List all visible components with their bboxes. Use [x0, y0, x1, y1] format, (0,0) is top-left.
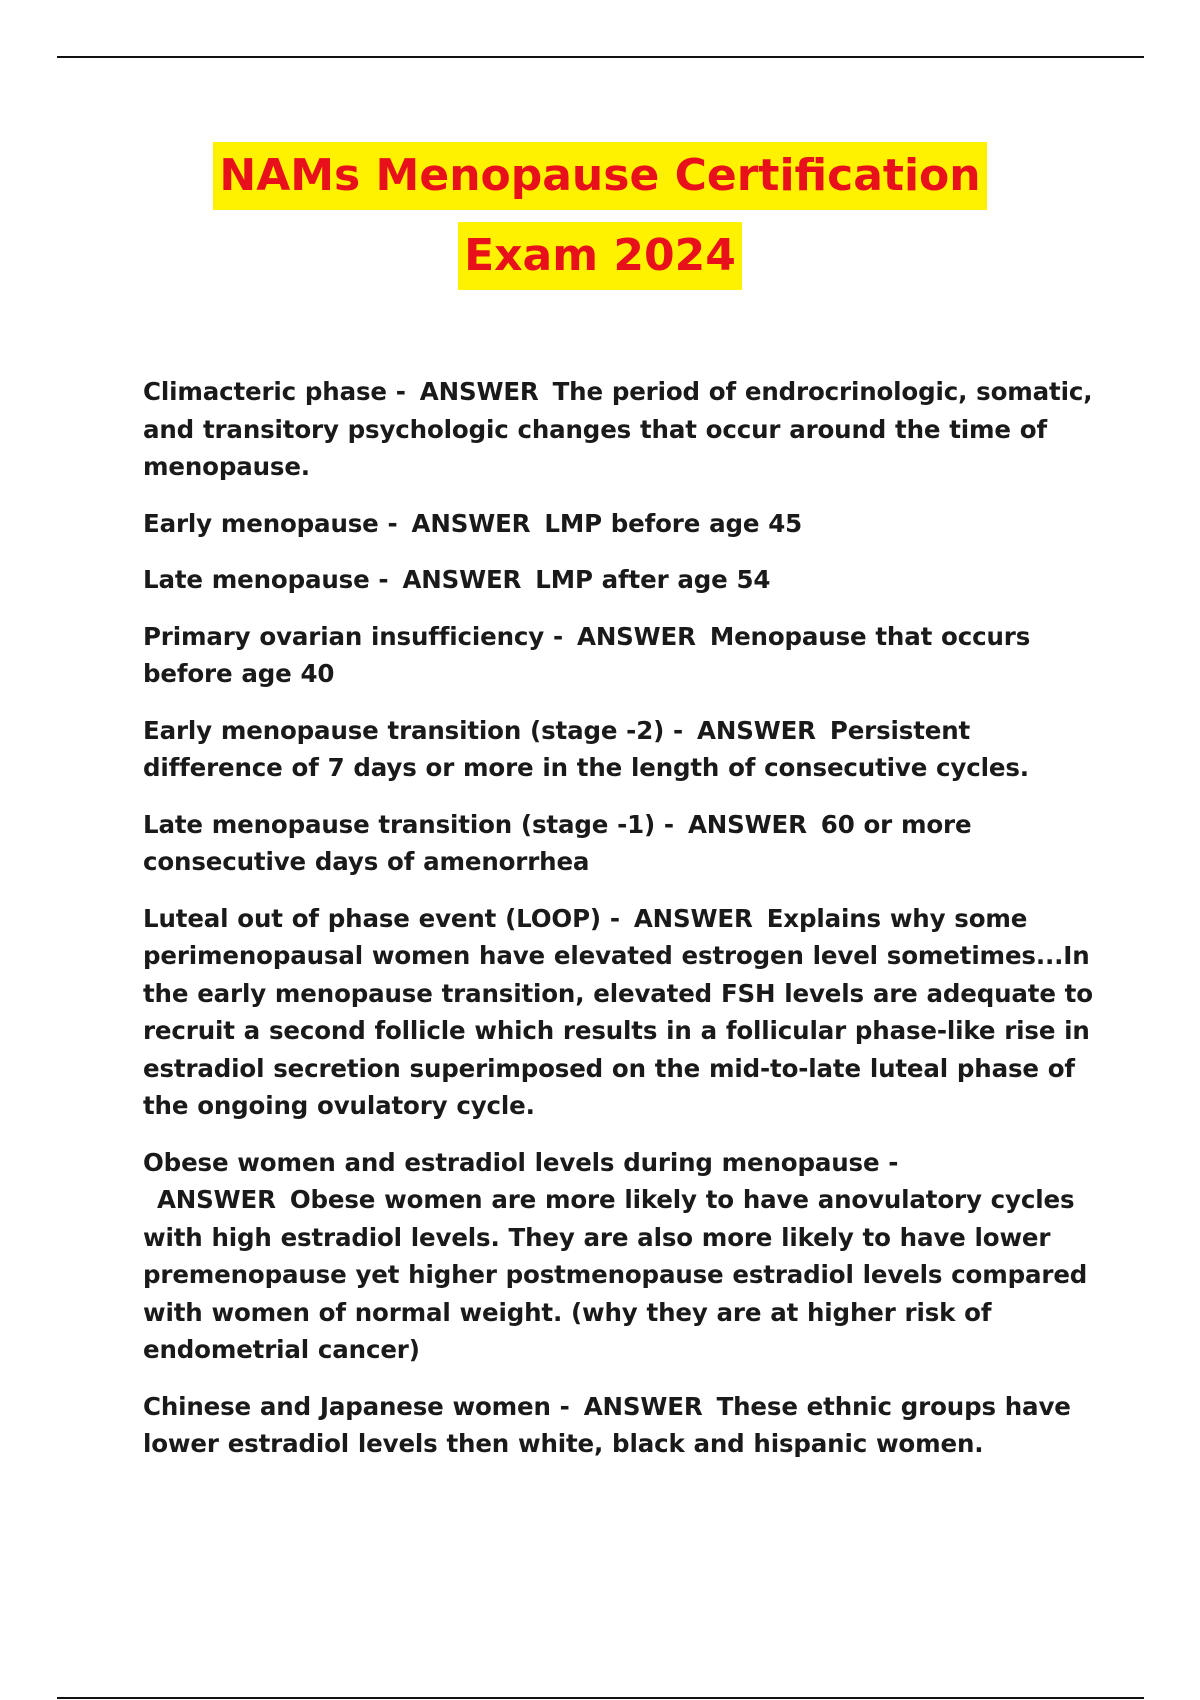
title-line-1: NAMs Menopause Certification: [213, 142, 986, 210]
answer-label: ANSWER: [697, 715, 816, 745]
answer-text: LMP after age 54: [535, 565, 771, 594]
qa-item: [143, 1144, 1103, 1369]
qa-item: [143, 1388, 1103, 1463]
question-text: Primary ovarian insufficiency -: [143, 621, 564, 651]
qa-item: [143, 561, 1103, 599]
question-text: Chinese and Japanese women -: [143, 1391, 570, 1421]
question-text: Late menopause -: [143, 565, 389, 594]
qa-list: [143, 373, 1103, 1482]
bottom-rule: [57, 1697, 1144, 1699]
question-text: Late menopause transition (stage -1) -: [143, 809, 674, 839]
answer-label: ANSWER: [157, 1185, 276, 1214]
answer-text: Menopause that occurs before age 40: [143, 621, 1031, 688]
qa-item: [143, 712, 1103, 787]
answer-label: ANSWER: [419, 377, 539, 406]
answer-text: LMP before age 45: [544, 508, 802, 538]
answer-label: ANSWER: [633, 903, 753, 933]
question-text: Luteal out of phase event (LOOP) -: [143, 903, 620, 933]
answer-text: 60 or more consecutive days of amenorrhea: [143, 809, 972, 876]
qa-item: [143, 900, 1103, 1125]
title-line-2: Exam 2024: [458, 222, 742, 290]
answer-text: Obese women are more likely to have anovulatory cycles with high estradiol levels. They are also more likely to have lower premenopause yet higher postmenopause estradiol levels compared with women of normal weight. (why they are at higher risk of endometrial cancer): [143, 1185, 1088, 1364]
question-text: Early menopause transition (stage -2) -: [143, 715, 684, 745]
answer-label: ANSWER: [411, 508, 531, 538]
question-text: Obese women and estradiol levels during menopause -: [143, 1147, 899, 1177]
qa-item: [143, 618, 1103, 693]
answer-label: ANSWER: [687, 809, 807, 839]
answer-text: These ethnic groups have lower estradiol levels then white, black and hispanic women.: [143, 1391, 1071, 1458]
answer-text: Persistent difference of 7 days or more in the length of consecutive cycles.: [143, 715, 1029, 782]
answer-label: ANSWER: [577, 621, 696, 651]
qa-item: [143, 505, 1103, 543]
top-rule: [57, 56, 1144, 58]
document-title: [0, 142, 1200, 302]
qa-item: [143, 373, 1103, 486]
answer-text: Explains why some perimenopausal women have elevated estrogen level sometimes...In the early menopause transition, elevated FSH levels are adequate to recruit a second follicle which results in a follicular phase-like rise in estradiol secretion superimposed on the mid-to-late luteal phase of the ongoing ovulatory cycle.: [143, 903, 1093, 1120]
answer-label: ANSWER: [583, 1391, 703, 1421]
answer-label: ANSWER: [402, 565, 522, 594]
answer-text: The period of endrocrinologic, somatic, and transitory psychologic changes that occur around the time of menopause.: [143, 377, 1093, 481]
qa-item: [143, 806, 1103, 881]
question-text: Early menopause -: [143, 508, 398, 538]
question-text: Climacteric phase -: [143, 377, 406, 406]
